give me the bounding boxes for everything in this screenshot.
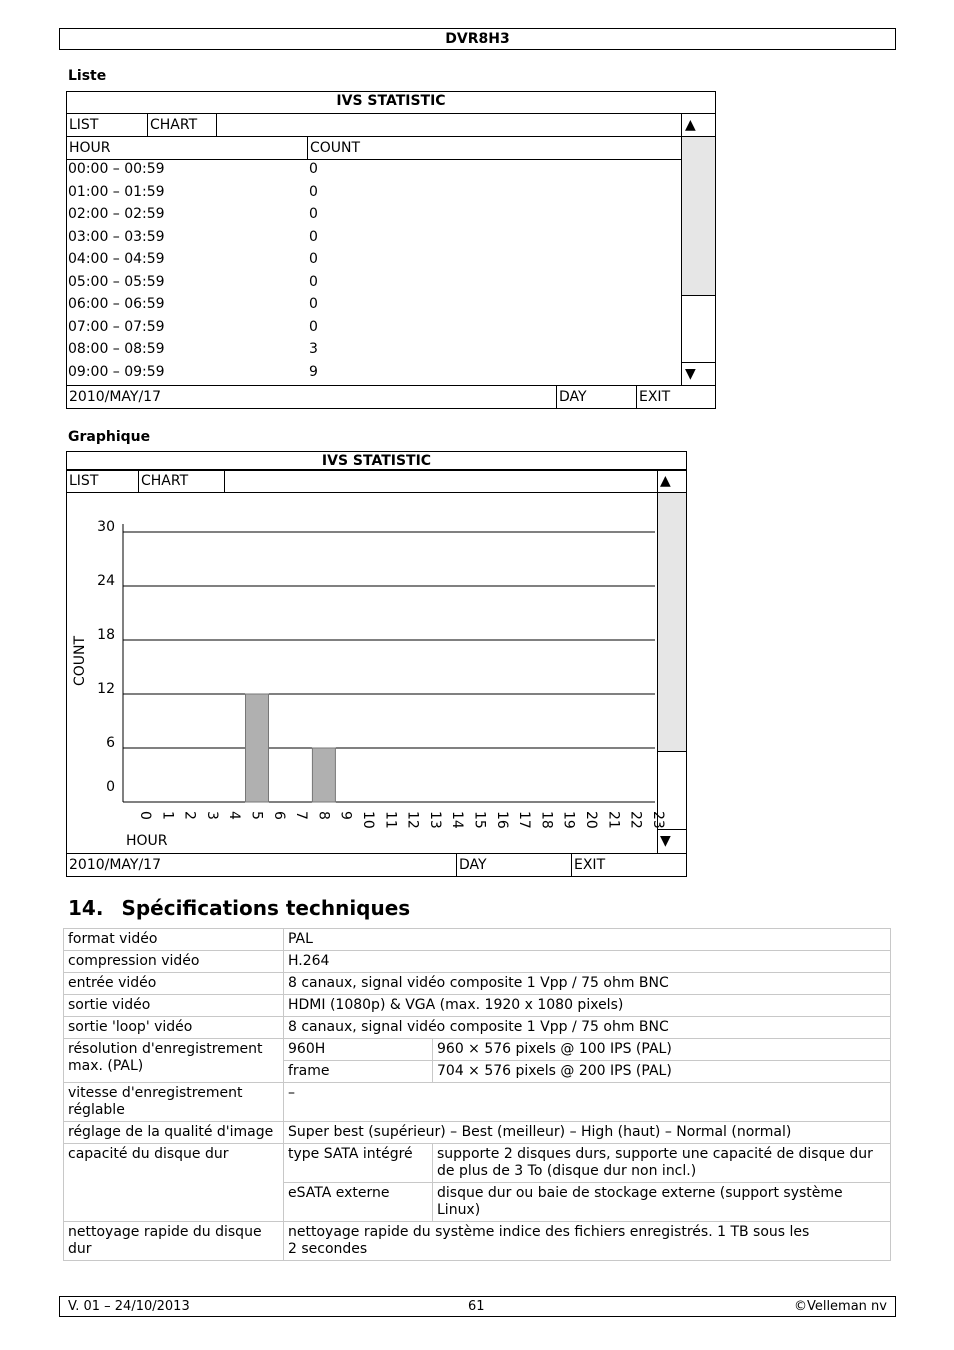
scroll-down-icon[interactable]: ▼ xyxy=(681,362,716,386)
list-item-count: 0 xyxy=(309,251,318,267)
x-tick-label: 16 xyxy=(493,811,510,829)
list-item-hour: 09:00 – 09:59 xyxy=(68,363,165,380)
x-tick-label: 3 xyxy=(203,811,220,820)
x-tick-label: 0 xyxy=(137,811,153,820)
list-item-count: 0 xyxy=(309,206,318,222)
x-tick-label: 19 xyxy=(560,811,577,829)
exit-button[interactable]: EXIT xyxy=(636,385,716,409)
spec-label: sortie 'loop' vidéo xyxy=(64,1017,284,1039)
list-item-count: 0 xyxy=(309,296,318,312)
x-tick-label: 17 xyxy=(516,811,533,829)
spec-value: HDMI (1080p) & VGA (max. 1920 x 1080 pixels) xyxy=(284,995,891,1017)
spec-value: 8 canaux, signal vidéo composite 1 Vpp / 75 ohm BNC xyxy=(284,973,891,995)
day-button[interactable]: DAY xyxy=(556,385,637,409)
liste-title: IVS STATISTIC xyxy=(66,91,716,114)
tab-chart[interactable]: CHART xyxy=(147,113,217,137)
x-tick-label: 2 xyxy=(181,811,198,820)
list-item-count: 0 xyxy=(309,228,318,245)
list-item-hour: 06:00 – 06:59 xyxy=(68,296,165,312)
spec-label: format vidéo xyxy=(64,929,284,951)
liste-date: 2010/MAY/17 xyxy=(66,385,557,409)
spec-label: nettoyage rapide du disque dur xyxy=(64,1222,284,1261)
table-row xyxy=(64,1122,891,1144)
section-title: Spécifications techniques xyxy=(121,896,411,920)
section-number: 14. xyxy=(68,896,104,920)
spec-value: Super best (supérieur) – Best (meilleur) – High (haut) – Normal (normal) xyxy=(284,1122,891,1144)
bar-hour-5 xyxy=(246,694,269,802)
scroll-up-icon[interactable]: ▲ xyxy=(657,469,687,493)
x-tick-label: 4 xyxy=(226,811,243,820)
ivs-bar-chart xyxy=(67,493,666,853)
x-tick-label: 1 xyxy=(159,811,176,820)
y-axis-label: COUNT xyxy=(72,635,88,687)
specifications-table xyxy=(63,928,891,1261)
page-footer xyxy=(59,1296,896,1317)
y-tick-label: 6 xyxy=(106,735,115,751)
list-item-count: 0 xyxy=(309,183,318,200)
list-item-count: 0 xyxy=(309,273,318,290)
document-title: DVR8H3 xyxy=(445,31,510,47)
tab-chart[interactable]: CHART xyxy=(138,469,225,493)
table-row xyxy=(64,951,891,973)
list-item-hour: 02:00 – 02:59 xyxy=(68,206,165,222)
column-header-count: COUNT xyxy=(307,136,682,160)
table-row xyxy=(64,1083,891,1122)
scrollbar-thumb[interactable] xyxy=(681,136,716,296)
spec-label: sortie vidéo xyxy=(64,995,284,1017)
list-item-count: 9 xyxy=(309,363,318,380)
spec-sublabel: type SATA intégré xyxy=(284,1144,433,1183)
table-row xyxy=(64,929,891,951)
list-item-count: 0 xyxy=(309,318,318,335)
list-item-count: 0 xyxy=(309,161,318,177)
x-tick-label: 11 xyxy=(382,811,399,829)
x-tick-label: 9 xyxy=(337,811,354,820)
spec-label: résolution d'enregistrement max. (PAL) xyxy=(64,1039,284,1083)
table-row xyxy=(64,1017,891,1039)
list-item-hour: 04:00 – 04:59 xyxy=(68,251,165,267)
day-button[interactable]: DAY xyxy=(456,853,572,877)
x-tick-label: 5 xyxy=(248,811,265,820)
table-row xyxy=(64,1222,891,1261)
footer-page-number: 61 xyxy=(468,1299,485,1314)
spec-sublabel: frame xyxy=(284,1061,433,1083)
list-item-hour: 01:00 – 01:59 xyxy=(68,183,165,200)
spec-sublabel: eSATA externe xyxy=(284,1183,433,1222)
tab-list[interactable]: LIST xyxy=(66,113,148,137)
x-tick-label: 22 xyxy=(627,811,644,829)
spec-value: supporte 2 disques durs, supporte une capacité de disque dur de plus de 3 To (disque dur non incl.) xyxy=(433,1144,891,1183)
x-tick-label: 13 xyxy=(426,811,443,829)
x-tick-label: 8 xyxy=(315,811,332,820)
spec-label: réglage de la qualité d'image xyxy=(64,1122,284,1144)
exit-button[interactable]: EXIT xyxy=(571,853,687,877)
x-axis-label: HOUR xyxy=(126,833,168,849)
list-item-hour: 05:00 – 05:59 xyxy=(68,273,165,290)
table-row xyxy=(64,973,891,995)
liste-heading: Liste xyxy=(68,68,107,84)
spec-value: H.264 xyxy=(284,951,891,973)
tab-blank xyxy=(224,469,658,493)
table-row xyxy=(64,1039,891,1061)
spec-value: 8 canaux, signal vidéo composite 1 Vpp / 75 ohm BNC xyxy=(284,1017,891,1039)
spec-value: 704 × 576 pixels @ 200 IPS (PAL) xyxy=(433,1061,891,1083)
section-heading xyxy=(68,895,410,921)
graphique-title: IVS STATISTIC xyxy=(66,451,687,471)
spec-value: PAL xyxy=(284,929,891,951)
spec-value-line: 2 secondes xyxy=(288,1241,368,1257)
graphique-date: 2010/MAY/17 xyxy=(66,853,457,877)
x-tick-label: 20 xyxy=(583,811,599,829)
x-tick-label: 21 xyxy=(605,811,622,829)
graphique-heading: Graphique xyxy=(68,429,151,445)
column-header-hour: HOUR xyxy=(66,136,308,160)
footer-version: V. 01 – 24/10/2013 xyxy=(68,1299,190,1314)
spec-value: 960 × 576 pixels @ 100 IPS (PAL) xyxy=(433,1039,891,1061)
x-tick-label: 12 xyxy=(404,811,421,829)
spec-label: capacité du disque dur xyxy=(64,1144,284,1222)
spec-label: entrée vidéo xyxy=(64,973,284,995)
table-row xyxy=(64,1144,891,1183)
y-tick-label: 12 xyxy=(97,681,115,697)
list-item-hour: 08:00 – 08:59 xyxy=(68,341,165,357)
scroll-down-icon[interactable]: ▼ xyxy=(657,829,687,854)
x-tick-label: 23 xyxy=(649,811,666,829)
spec-sublabel: 960H xyxy=(284,1039,433,1061)
list-item-count: 3 xyxy=(309,341,318,357)
spec-label: compression vidéo xyxy=(64,951,284,973)
list-item-hour: 03:00 – 03:59 xyxy=(68,228,165,245)
tab-list[interactable]: LIST xyxy=(66,469,139,493)
bar-hour-8 xyxy=(312,748,335,802)
y-tick-label: 24 xyxy=(97,573,115,589)
table-row xyxy=(64,995,891,1017)
x-tick-label: 6 xyxy=(270,811,287,820)
y-tick-label: 18 xyxy=(97,627,115,643)
x-tick-label: 15 xyxy=(471,811,488,829)
page-header xyxy=(59,28,896,50)
scroll-up-icon[interactable]: ▲ xyxy=(681,113,716,137)
spec-value: – xyxy=(284,1083,891,1122)
y-tick-label: 30 xyxy=(97,519,115,535)
spec-value-line: nettoyage rapide du système indice des fichiers enregistrés. 1 TB sous les xyxy=(288,1224,810,1240)
spec-label: vitesse d'enregistrement réglable xyxy=(64,1083,284,1122)
y-tick-label: 0 xyxy=(106,779,115,795)
x-tick-label: 14 xyxy=(449,811,466,829)
spec-value xyxy=(284,1222,891,1261)
list-item-hour: 07:00 – 07:59 xyxy=(68,318,165,335)
footer-copyright: ©Velleman nv xyxy=(793,1299,887,1314)
x-tick-label: 10 xyxy=(360,811,376,829)
scrollbar-track[interactable] xyxy=(681,295,716,363)
x-tick-label: 18 xyxy=(538,811,555,829)
spec-value: disque dur ou baie de stockage externe (support système Linux) xyxy=(433,1183,891,1222)
x-tick-label: 7 xyxy=(293,811,310,820)
scrollbar-thumb[interactable] xyxy=(657,492,687,752)
tab-blank xyxy=(216,113,682,137)
list-item-hour: 00:00 – 00:59 xyxy=(68,161,165,177)
